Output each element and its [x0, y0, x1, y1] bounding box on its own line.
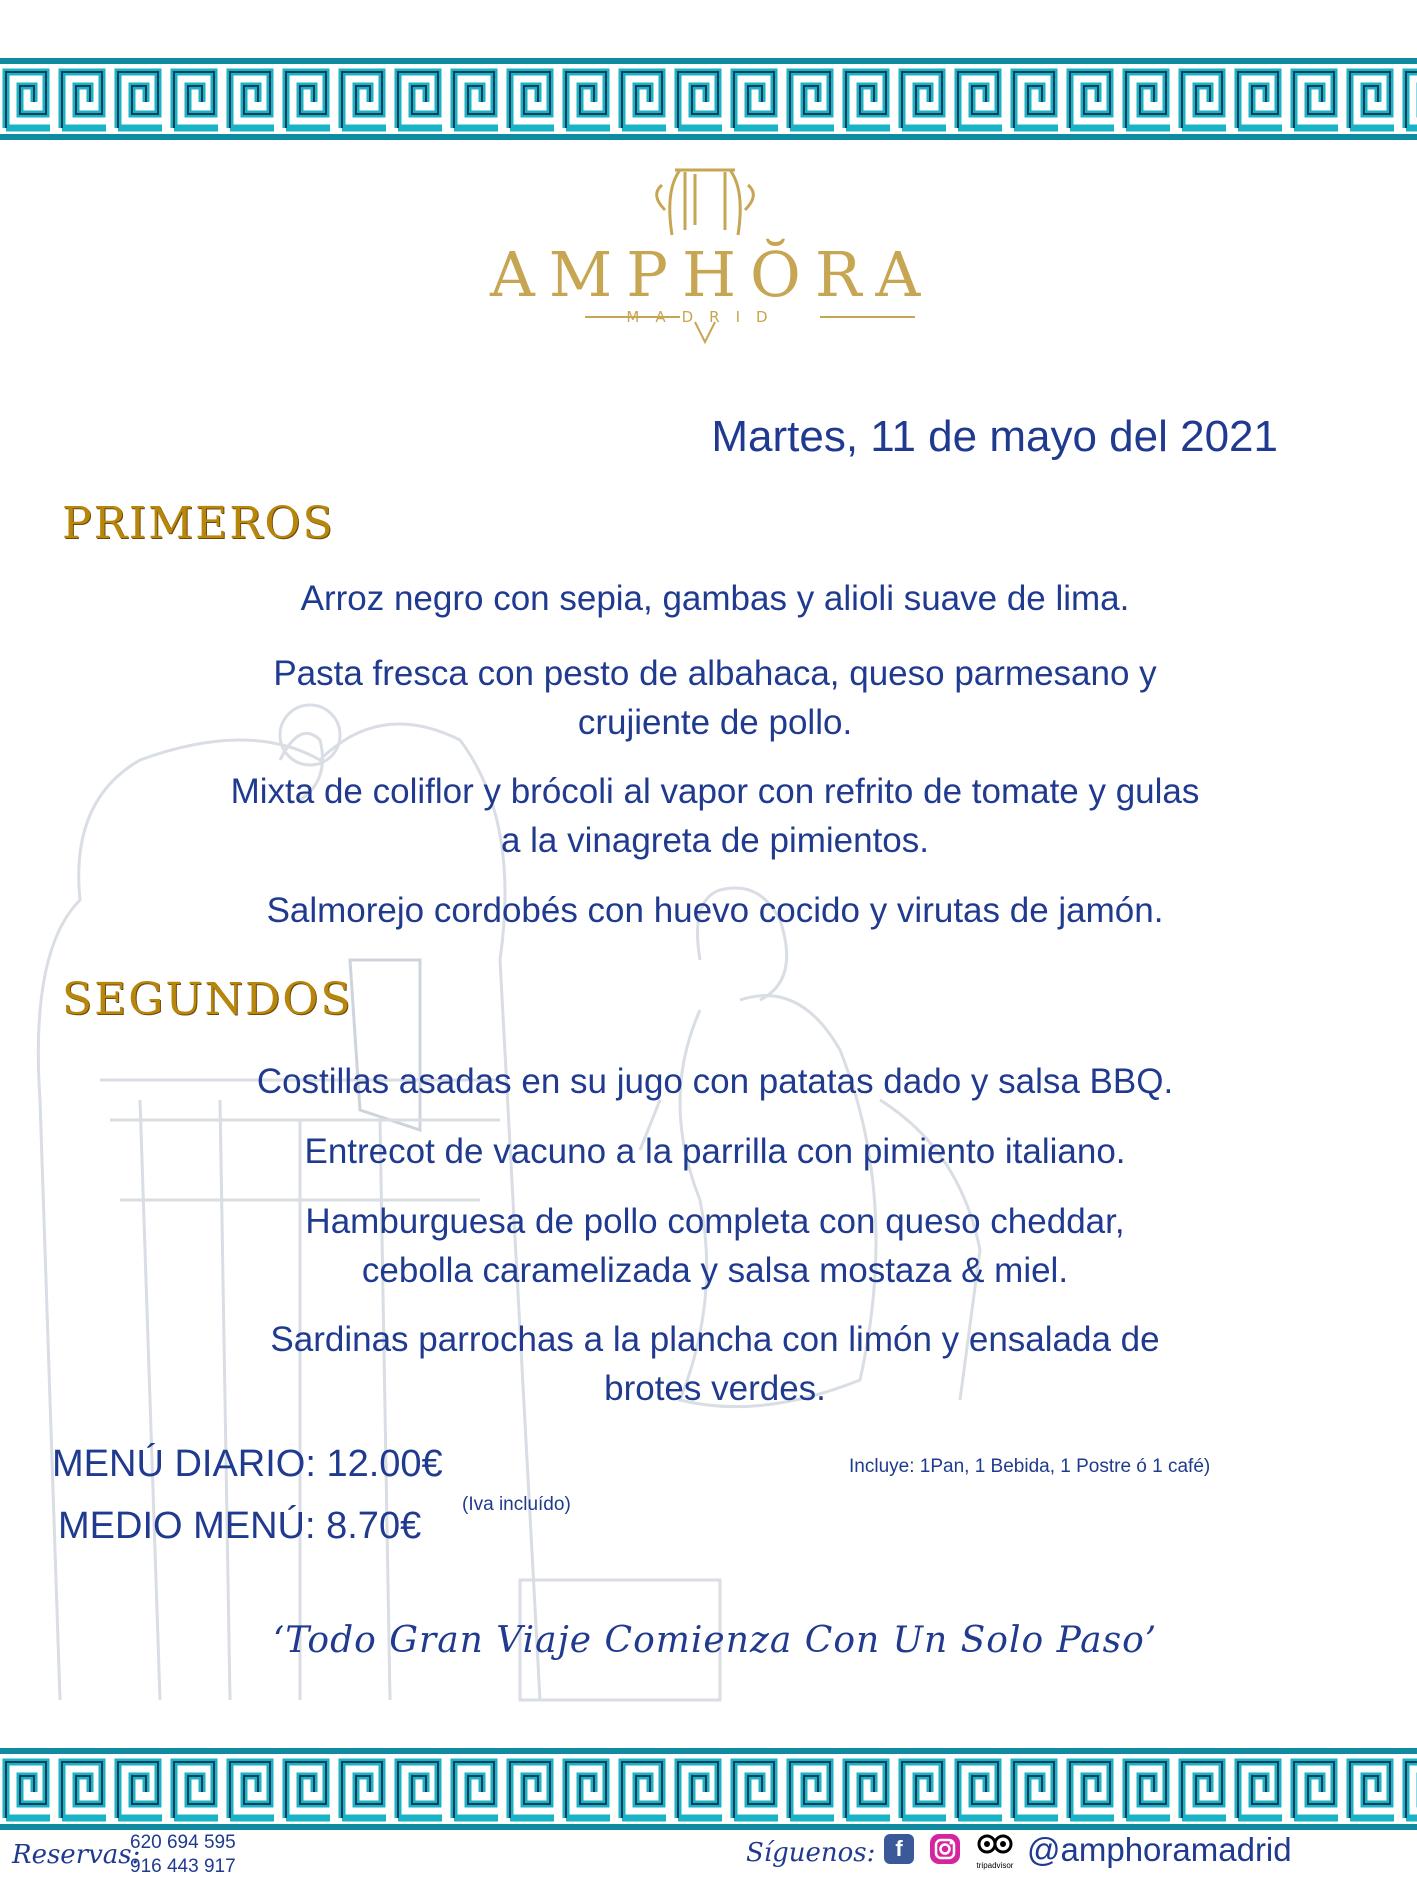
siguenos-label: Síguenos: — [746, 1838, 876, 1868]
menu-diario-price: MENÚ DIARIO: 12.00€ — [52, 1443, 443, 1485]
dish-line: Pasta fresca con pesto de albahaca, queso parmesano y — [273, 654, 1157, 693]
tripadvisor-icon[interactable] — [975, 1830, 1015, 1870]
includes-note: Incluye: 1Pan, 1 Bebida, 1 Postre ó 1 café) — [849, 1456, 1211, 1477]
logo-city: MADRID — [626, 308, 784, 326]
facebook-icon[interactable]: f — [884, 1834, 914, 1864]
logo-wordmark: AMPHŎRA — [490, 238, 935, 311]
dish-line: Costillas asadas en su jugo con patatas dado y salsa BBQ. — [256, 1062, 1174, 1101]
tripadvisor-wordmark: tripadvisor — [976, 1861, 1014, 1870]
phone-landline[interactable]: 916 443 917 — [130, 1856, 236, 1877]
dish-line: Hamburguesa de pollo completa con queso cheddar, — [305, 1202, 1125, 1241]
instagram-glyph-icon — [930, 1834, 960, 1864]
segundos-heading: SEGUNDOS — [62, 974, 353, 1025]
segundos-dish-2 — [100, 1127, 1330, 1176]
logo-point-icon — [690, 320, 720, 344]
amphora-vase-icon — [490, 160, 920, 240]
dish-line: a la vinagreta de pimientos. — [500, 821, 930, 860]
dish-line: Mixta de coliflor y brócoli al vapor con refrito de tomate y gulas — [230, 772, 1200, 811]
amphora-logo — [490, 160, 935, 345]
dish-line: Salmorejo cordobés con huevo cocido y virutas de jamón. — [266, 891, 1164, 930]
greek-key-border-top — [0, 58, 1417, 140]
segundos-dish-3 — [100, 1197, 1330, 1295]
motto-quote: ‘Todo Gran Viaje Comienza Con Un Solo Paso’ — [272, 1620, 1158, 1661]
primeros-dish-1 — [100, 574, 1330, 623]
dish-line: Entrecot de vacuno a la parrilla con pimiento italiano. — [304, 1132, 1126, 1171]
greek-key-border-bottom — [0, 1748, 1417, 1830]
iva-note: (Iva incluído) — [462, 1494, 571, 1515]
dish-line: brotes verdes. — [604, 1369, 826, 1408]
primeros-dish-4 — [100, 886, 1330, 935]
dish-line: Sardinas parrochas a la plancha con limón y ensalada de — [270, 1320, 1160, 1359]
segundos-dish-4 — [100, 1315, 1330, 1413]
social-handle[interactable]: @amphoramadrid — [1027, 1831, 1292, 1868]
menu-date: Martes, 11 de mayo del 2021 — [711, 412, 1278, 461]
tripadvisor-owl-icon — [975, 1830, 1015, 1858]
phone-mobile[interactable]: 620 694 595 — [130, 1832, 236, 1853]
dish-line: Arroz negro con sepia, gambas y alioli suave de lima. — [300, 579, 1130, 618]
medio-menu-price: MEDIO MENÚ: 8.70€ — [58, 1505, 422, 1547]
instagram-icon[interactable] — [930, 1834, 960, 1864]
primeros-dish-3 — [100, 767, 1330, 865]
primeros-heading: PRIMEROS — [62, 498, 335, 549]
dish-line: cebolla caramelizada y salsa mostaza & miel. — [361, 1251, 1069, 1290]
dish-line: crujiente de pollo. — [577, 703, 853, 742]
reservas-label: Reservas: — [12, 1840, 141, 1870]
segundos-dish-1 — [100, 1057, 1330, 1106]
primeros-dish-2 — [100, 649, 1330, 747]
